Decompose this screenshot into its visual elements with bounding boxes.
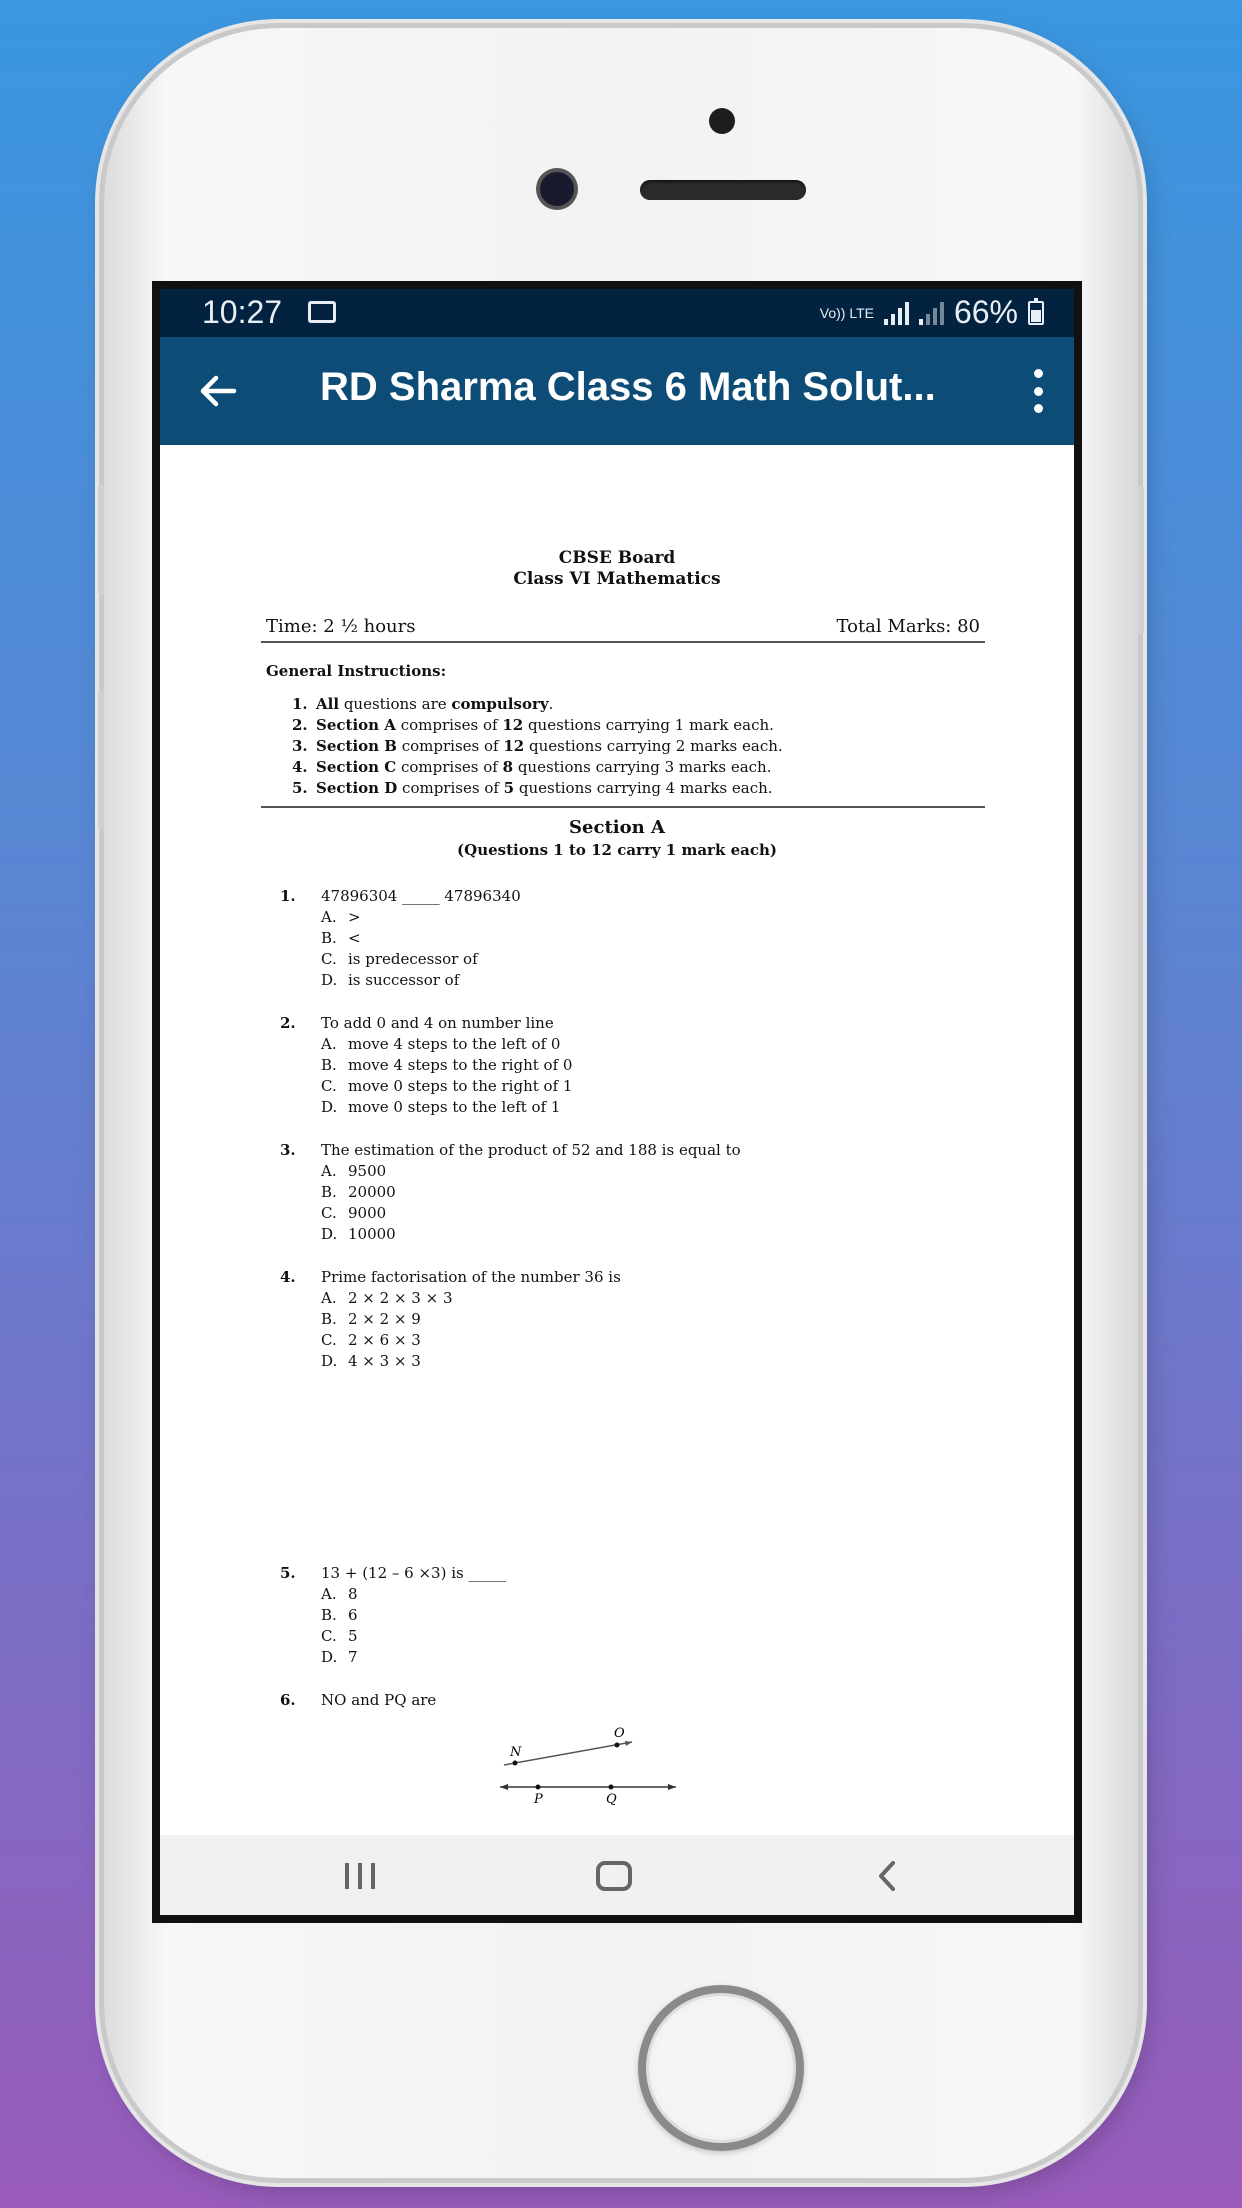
general-instructions-heading: General Instructions: — [266, 662, 447, 680]
instruction-item: 2. Section A comprises of 12 questions carrying 1 mark each. — [292, 716, 774, 734]
proximity-sensor — [709, 108, 735, 134]
hardware-home-button[interactable] — [638, 1985, 804, 2151]
back-arrow-icon[interactable] — [194, 367, 242, 415]
home-icon[interactable] — [596, 1861, 632, 1891]
section-subtitle: (Questions 1 to 12 carry 1 mark each) — [457, 841, 777, 859]
question-5: 5. 13 + (12 – 6 ×3) is _____ A. 8 B. 6 C. 5 D. 7 — [280, 1564, 506, 1666]
app-bar — [160, 337, 1074, 445]
label-q: Q — [606, 1792, 617, 1805]
status-time: 10:27 — [202, 294, 283, 330]
instructions-list — [292, 694, 783, 799]
volume-up-button[interactable] — [98, 485, 104, 595]
signal-2-icon — [919, 301, 944, 325]
label-n: N — [510, 1745, 522, 1760]
instruction-item: 5. Section D comprises of 5 questions carrying 4 marks each. — [292, 779, 773, 797]
question-1: 1. 47896304 _____ 47896340 A. > B. < C. is predecessor of D. is successor of — [280, 887, 521, 989]
power-button[interactable] — [1138, 485, 1144, 635]
front-camera — [540, 172, 574, 206]
volume-down-button[interactable] — [98, 690, 104, 830]
time-marks-row — [266, 616, 980, 637]
line-segments-figure — [500, 1725, 680, 1805]
battery-percent: 66% — [953, 294, 1018, 330]
doc-board: CBSE Board — [558, 548, 676, 568]
system-nav-bar — [160, 1835, 1074, 1915]
instruction-item: 1. All questions are compulsory. — [292, 695, 554, 713]
doc-total-marks: Total Marks: 80 — [836, 616, 980, 637]
doc-class-subject: Class VI Mathematics — [513, 569, 721, 589]
status-bar — [160, 289, 1074, 337]
divider — [261, 641, 985, 643]
instruction-item: 4. Section C comprises of 8 questions carrying 3 marks each. — [292, 758, 772, 776]
doc-time: Time: 2 ½ hours — [266, 616, 416, 637]
battery-icon — [1028, 301, 1044, 325]
device-screen — [152, 281, 1082, 1923]
question-3: 3. The estimation of the product of 52 and 188 is equal to A. 9500 B. 20000 C. 9000 D. 10000 — [280, 1141, 741, 1243]
recents-icon[interactable] — [345, 1863, 375, 1889]
section-title: Section A — [569, 817, 665, 838]
image-notification-icon — [308, 301, 336, 323]
nav-back-icon[interactable] — [872, 1859, 902, 1893]
pdf-page[interactable] — [160, 445, 1074, 1836]
instruction-item: 3. Section B comprises of 12 questions carrying 2 marks each. — [292, 737, 783, 755]
app-title: RD Sharma Class 6 Math Solut... — [320, 365, 936, 409]
question-4: 4. Prime factorisation of the number 36 is A. 2 × 2 × 3 × 3 B. 2 × 2 × 9 C. 2 × 6 × 3 D. 4 × 3 × 3 — [280, 1268, 621, 1370]
divider — [261, 806, 985, 808]
earpiece-speaker — [640, 180, 806, 200]
label-o: O — [614, 1726, 625, 1741]
label-p: P — [534, 1792, 543, 1805]
overflow-menu-icon[interactable] — [1028, 369, 1048, 413]
signal-icon — [884, 301, 909, 325]
volte-icon: Vo)) LTE — [819, 304, 874, 321]
question-2: 2. To add 0 and 4 on number line A. move 4 steps to the left of 0 B. move 4 steps to the right of 0 C. move 0 steps to the right of 1 D. move 0 steps to the left of 1 — [280, 1014, 573, 1116]
question-6: 6. NO and PQ are — [280, 1691, 437, 1709]
